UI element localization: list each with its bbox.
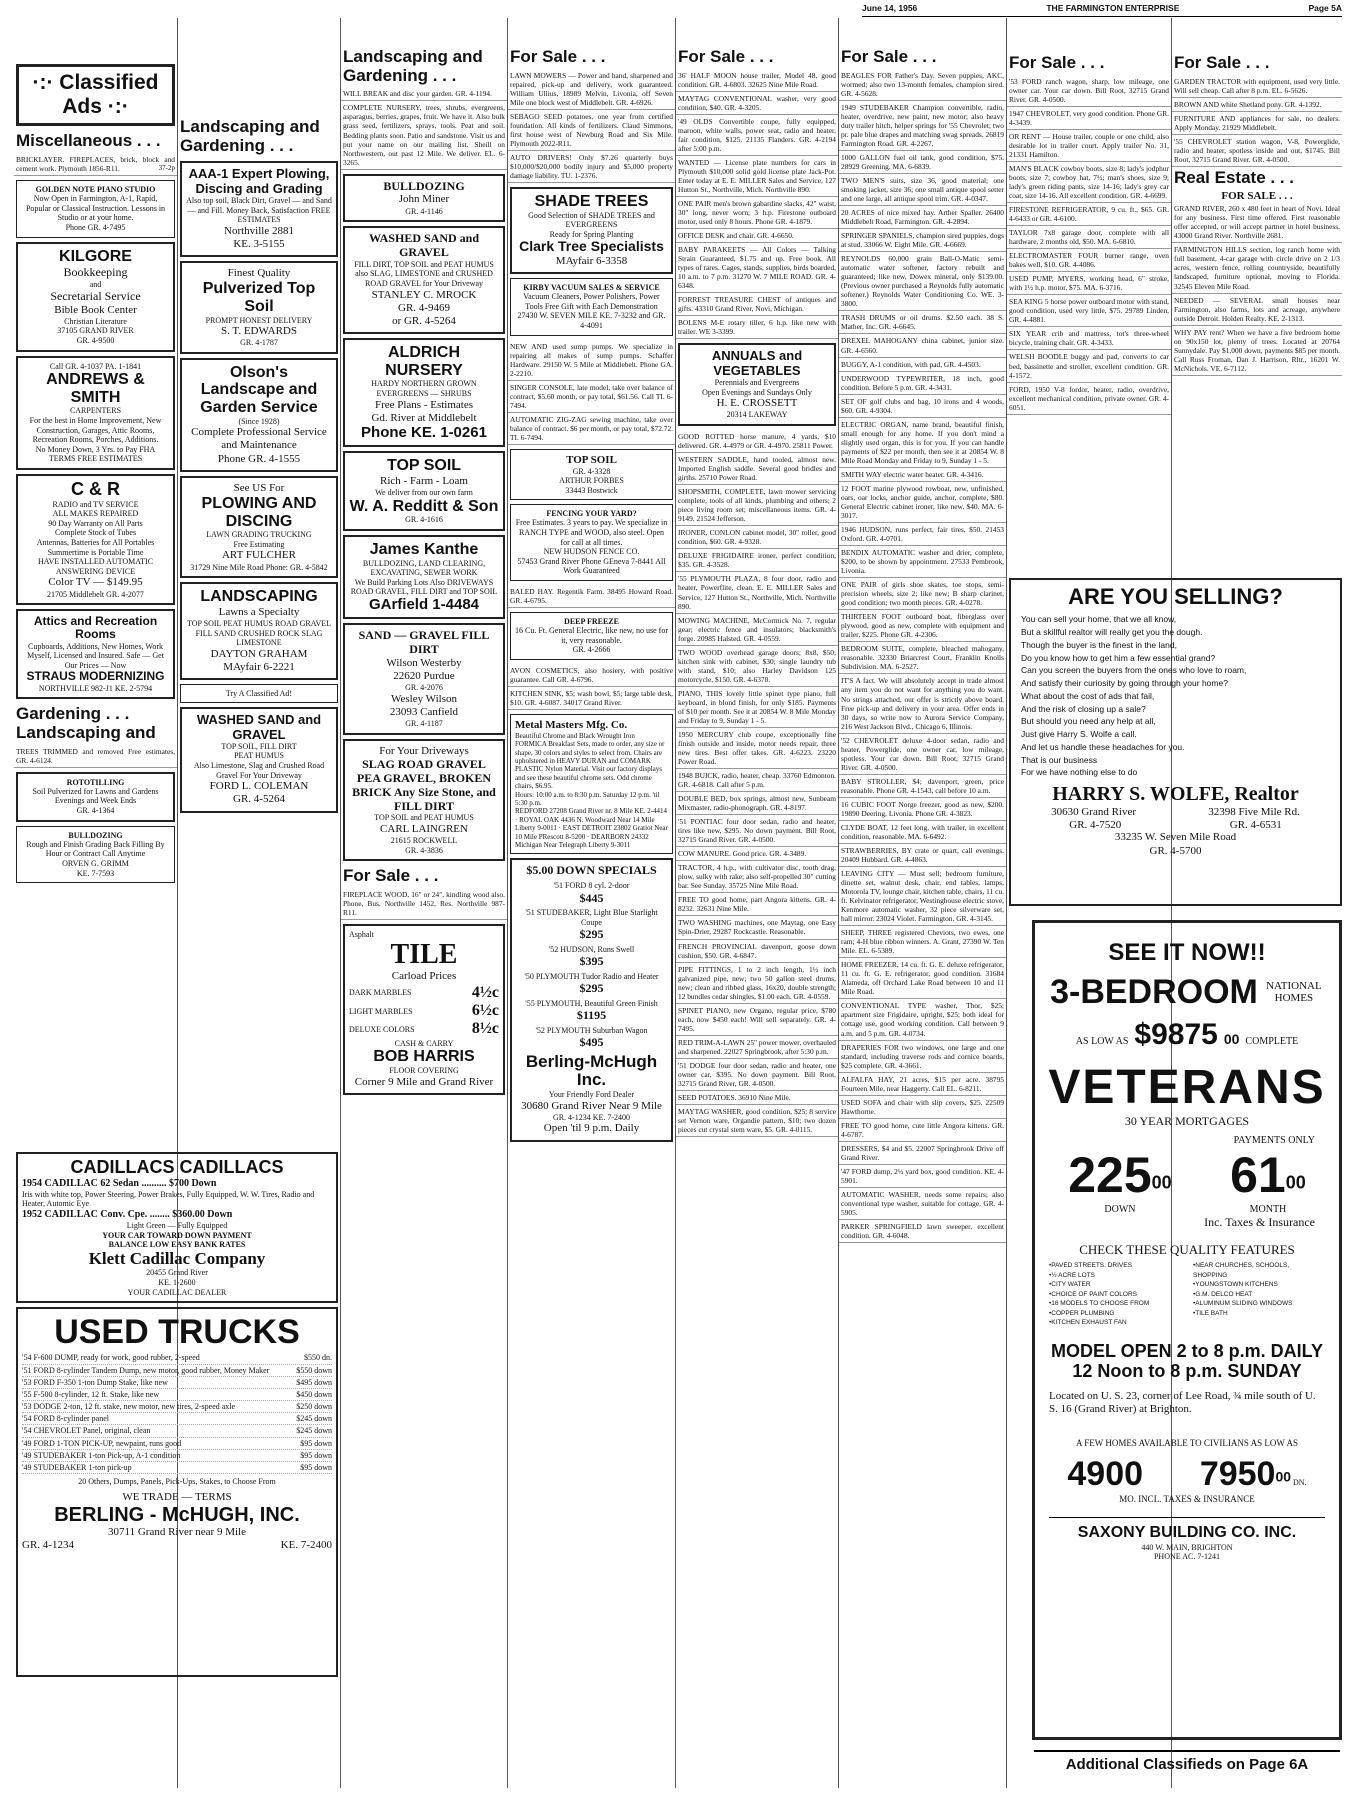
classified-ad: SHOPSMITH, COMPLETE, lawn mower servicing complete, tools of all kinds, plumbing and others; 2 piece living room set; miscellaneous items. GR. 4-9149. 21524 Jefferson. — [676, 485, 838, 526]
classified-ad: MAYTAG CONVENTIONAL washer, very good condition, $40. GR. 4-3205. — [676, 92, 838, 115]
classified-ad: GRAND RIVER, 260 x 480 feet in heart of Novi. Ideal for any business. First time offered. First reasonable offer accepted, or will accept partner in hotel business. 43000 Grand River. Northville 2681. — [1172, 202, 1342, 243]
ad-specials: $5.00 DOWN SPECIALS '51 FORD 8 cyl. 2-door $445 '51 STUDEBAKER, Light Blue Starlight Coupe $295 '52 HUDSON, Runs Swell $395 '50 PLYMOUTH Tudor Radio and Heater $295 '55 PLYMOUTH, Beautiful Green Finish $1195 '52 PLYMOUTH Suburban Wagon $495 Berling-McHugh Inc. Your Friendly Ford Dealer 30680 Grand River Near 9 Mile GR. 4-1234 KE. 7-2400 Open 'til 9 p.m. Daily — [510, 858, 673, 1141]
selling-line: But should you need any help at all, — [1021, 716, 1156, 727]
col3-forsale-heading: For Sale . . . — [343, 866, 439, 886]
truck-desc: '54 FORD 8-cylinder panel — [22, 1414, 109, 1424]
classified-ad: 36' HALF MOON house trailer, Model 48, good condition. GR. 4-6803. 32625 Nine Mile Road. — [676, 69, 838, 92]
classified-ad: THIRTEEN FOOT outboard boat, fiberglass over plywood, good as new, complete with equipment and trailer, $225. Phone GR. 4-2306. — [839, 610, 1006, 642]
special-price: $445 — [579, 890, 604, 905]
special-item — [516, 881, 667, 905]
ad-coleman-sand: WASHED SAND and GRAVEL TOP SOIL, FILL DIRT PEAT HUMUS Also Limestone, Slag and Crushed Road Gravel For Your Driveway FORD L. COLEMAN GR. 4-5264 — [180, 707, 338, 812]
classified-ad: COW MANURE. Good price. GR. 4-3489. — [676, 847, 838, 861]
selling-line: Though the buyer is the finest in the land, — [1021, 639, 1177, 650]
ad-olson-landscape: Olson's Landscape and Garden Service (Since 1928) Complete Professional Service and Maintenance Phone GR. 4-1555 — [180, 358, 338, 472]
ad-miner-bulldozing: BULLDOZING John Miner GR. 4-1146 — [343, 174, 505, 223]
ad-trees: TREES TRIMMED and removed Free estimates, GR. 4-6124. — [14, 745, 177, 768]
classified-ad: CONVENTIONAL TYPE washer, Thor, $25; apartment size Frigidaire, upright, $25; both ideal for cottage use, good working condition. Call between 9 a.m. and 5 p.m. GR. 4-0734. — [839, 999, 1006, 1040]
classified-ad: GARDEN TRACTOR with equipment, used very little. Will sell cheap. Call after 8 p.m. EL. 6-5626. — [1172, 75, 1342, 98]
ad-rototilling: ROTOTILLING Soil Pulverized for Lawns and Gardens Evenings and Week Ends GR. 4-1364 — [16, 772, 175, 822]
classified-ad: '49 OLDS Convertible coupe, fully equipped, maroon, white walls, power seat, radio and heater, fair condition, $125. 21135 Flanders. GR. 4-2194 after 5:00 p.m. — [676, 115, 838, 156]
ad-lawn-mowers: LAWN MOWERS — Power and hand, sharpened and repaired, pick-up and delivery, work guaranteed. William Ullius, 18989 Melvin, Livonia, off Seven Mile one block west of Middlebelt. GR. 4-6926. — [508, 69, 675, 110]
special-item — [516, 945, 667, 969]
ad-harry-wolfe: ARE YOU SELLING? You can sell your home, that we all know, But a skillful realtor will really get you the dough. Though the buyer is the finest in the land, Do you know how to get him a few essential grand? Can you screen the buyers from the ones who love to roam, And satisfy their curiosity by going through your home? What about the cost of ads that fail, And the risk of closing up a sale? But should you need any help at all, Just give Harry S. Wolfe a call. And let us handle these headaches for you. That is our business For we have nothing else to do HARRY S. WOLFE, Realtor 30630 Grand River 32398 Five Mile Rd. GR. 4-7520 GR. 4-6531 33235 W. Seven Mile Road GR. 4-5700 — [1009, 578, 1342, 906]
truck-desc: '49 FORD 1-TON PICK-UP, newpaint, runs good — [22, 1438, 182, 1448]
ad-zigzag: AUTOMATIC ZIG-ZAG sewing machine, take over balance of contract. $6 per month, or pay total, $72.72. TI. 6-7494. — [508, 413, 675, 445]
classified-ad: DREXEL MAHOGANY china cabinet, junior size. GR. 4-6560. — [839, 334, 1006, 357]
ad-kirby: KIRBY VACUUM SALES & SERVICE Vacuum Cleaners, Power Polishers, Power Tools Free Gift with Each Demonstration 27430 W. SEVEN MILE KE. 7-3232 and GR. 4-4091 — [510, 278, 673, 336]
feature-item: •ALUMINUM SLIDING WINDOWS — [1193, 1300, 1293, 1308]
selling-poem — [1015, 609, 1336, 783]
selling-line: That is our business — [1021, 754, 1098, 765]
classified-ad: NEEDED — SEVERAL small houses near Farmington, also farms, lots and acreage, anywhere outside Detroit. Holden Realty. KE. 2-1313. — [1172, 294, 1342, 326]
column-6 — [839, 16, 1006, 1788]
column-7 — [1007, 16, 1171, 576]
classified-ad: WANTED — License plate numbers for cars in Plymouth $10,000 solid gold license plate Jack-Pot. Enter today at E. E. MILLER Sales and Service, 127 Hutton St., Northville, Mich. Northville 890. — [676, 156, 838, 197]
special-item — [516, 972, 667, 996]
special-price: $395 — [579, 954, 604, 969]
classified-ad: MAN'S BLACK cowboy boots, size 8; lady's jodphur boots, size 7; cowboy hat, 7½; man's shoes, size 9; lady's green riding pants, size 14-16; lady's grey car coat, size 14-16. All excellent condition. GR. 4-6699. — [1007, 162, 1171, 203]
classified-ad: FREE TO good home, part Angora kittens. GR. 4-8232. 32631 Nine Mile. — [676, 893, 838, 916]
header-page: Page 5A — [1308, 3, 1342, 13]
selling-line: But a skillful realtor will really get you the dough. — [1021, 627, 1203, 638]
classified-ad: MAYTAG WASHER, good condition, $25; 8 service set Vernon ware, Organdie pattern, $10; two dozen pieces cut crystal stem ware, $5. GR. 4-0115. — [676, 1105, 838, 1137]
ad-c-and-r: C & R RADIO and TV SERVICE ALL MAKES REPAIRED 90 Day Warranty on All Parts Complete Stock of Tubes Antennas, Batteries for All Portables Summertime is Portable Time HAVE INSTALLED AUTOMATIC ANSWERING DEVICE Color TV — $149.95 21705 Middlebelt GR. 4-2077 — [16, 474, 175, 605]
special-item — [516, 999, 667, 1023]
classified-ad: BROWN AND white Shetland pony. GR. 4-1392. — [1172, 98, 1342, 112]
truck-price: $495 down — [296, 1377, 332, 1387]
ad-bob-harris-tile: Asphalt TILE Carload Prices DARK MARBLES 4½c LIGHT MARBLES 6½c DELUXE COLORS 8½c CASH & CARRY BOB HARRIS FLOOR COVERING Corner 9 Mile and Grand River — [343, 924, 505, 1095]
truck-price: $550 down — [296, 1365, 332, 1375]
ad-firewood: FIREPLACE WOOD, 16" or 24", kindling wood also. Phone, Bus. Northville 1452, Res. Northville 987-R11. — [341, 888, 507, 920]
feature-item — [1193, 1319, 1325, 1326]
ad-forbes-topsoil: TOP SOIL GR. 4-3328 ARTHUR FORBES 33443 Bostwick — [510, 449, 673, 500]
selling-line: What about the cost of ads that fail, — [1021, 690, 1155, 701]
ad-fulcher-plowing: See US For PLOWING AND DISCING LAWN GRADING TRUCKING Free Estimating ART FULCHER 31729 Nine Mile Road Phone: GR. 4-5842 — [180, 476, 338, 578]
truck-price: $95 down — [300, 1450, 332, 1460]
truck-price: $95 down — [300, 1463, 332, 1473]
classified-ad: SPINET PIANO, new Organo, regular price, $780 each, now $450 each! Will sell separately. GR. 4-7495. — [676, 1004, 838, 1036]
classified-ad: '55 PLYMOUTH PLAZA, 8 four door, radio and heater, Powerflite, clean. E. E. MILLER Sales and Service, 127 Hutton St., Northville, Mich. Northville 890. — [676, 572, 838, 613]
selling-line: Can you screen the buyers from the ones who love to roam, — [1021, 665, 1247, 676]
selling-line: Do you know how to get him a few essential grand? — [1021, 652, 1216, 663]
cadillac-trucks-block — [14, 1148, 340, 1788]
special-desc: '50 PLYMOUTH Tudor Radio and Heater — [524, 971, 659, 981]
ad-singer: SINGER CONSOLE, late model, take over balance of contract, $5.60 month, or pay total, $61.56. Call TI. 6-7494. — [508, 381, 675, 413]
classified-ad: PARKER SPRINGFIELD lawn sweeper, excellent condition. GR. 4-6048. — [839, 1220, 1006, 1243]
ad-redditt-topsoil: TOP SOIL Rich - Farm - Loam We deliver from our own farm W. A. Redditt & Son GR. 4-1616 — [343, 451, 505, 531]
classified-ad: FIRESTONE REFRIGERATOR, 9 cu. ft., $65. GR. 4-6433 or GR. 4-6100. — [1007, 203, 1171, 226]
classified-ad: SEED POTATOES. 36910 Nine Mile. — [676, 1091, 838, 1105]
col8-heading: For Sale . . . — [1174, 53, 1270, 72]
truck-item — [22, 1377, 332, 1389]
column-5 — [676, 16, 838, 1788]
classified-ad: ALFALFA HAY, 21 acres, $15 per acre. 38795 Fourteen Mile, near Haggerty. Call EL. 6-8211. — [839, 1073, 1006, 1096]
truck-price: $95 down — [300, 1438, 332, 1448]
classified-ad: 1000 GALLON fuel oil tank, good condition, $75. 28929 Greening. MA. 6-6839. — [839, 151, 1006, 174]
feature-list — [1039, 1258, 1335, 1330]
ad-sump-pumps: NEW AND used sump pumps. We specialize in repairing all makes of sump pumps. Schaffer Hardware. 29150 W. 5 Mile at Middlebelt. Phone GA. 2-2210. — [508, 340, 675, 381]
ad-shade-trees: SHADE TREES Good Selection of SHADE TREES and EVERGREENS Ready for Spring Planting Clark Tree Specialists MAyfair 6-3358 — [510, 187, 673, 274]
special-desc: '52 PLYMOUTH Suburban Wagon — [535, 1025, 648, 1035]
truck-item — [22, 1438, 332, 1450]
feature-item: •TILE BATH — [1193, 1309, 1228, 1317]
classified-ad: HOME FREEZER, 14 cu. ft. G. E. deluxe refrigerator, 11 cu. ft. G. E. refrigerator, good condition. 31684 Alameda, off Orchard Lake Road between 10 and 11 Mile Road. — [839, 958, 1006, 999]
selling-line: And let us handle these headaches for you. — [1021, 741, 1185, 752]
classified-ad: SEA KING 5 horse power outboard motor with stand, good condition, used very little, $75. 29789 Linden, GR. 4-4881. — [1007, 295, 1171, 327]
classified-ad: REYNOLDS 60,000 grain Ball-O-Matic semi-automatic water softener, factory rebuilt and guaranteed; like new, Dowex mineral, only $139.00. (Previous owner purchased a Reynolds fully automatic softener.) Reynolds Water Conditioning Co. WE. 3-3800. — [839, 252, 1006, 311]
column-4 — [508, 16, 675, 1788]
classified-ad: DRESSERS, $4 and $5. 22007 Springbrook Drive off Grand River. — [839, 1142, 1006, 1165]
column-3 — [341, 16, 507, 1788]
classified-ad: DOUBLE BED, box springs, almost new, Sunbeam Mixmaster, radio-phonograph. GR. 4-8197. — [676, 792, 838, 815]
col8-ad-list — [1172, 75, 1342, 167]
landscaping-heading: Landscaping and Gardening . . . — [180, 117, 320, 155]
truck-price: $245 down — [296, 1426, 332, 1436]
classified-ad: WESTERN SADDLE, hand tooled, almost new. Imported English saddle. Several good bridles and girths. 25710 Power Road. — [676, 453, 838, 485]
feature-item: •CITY WATER — [1049, 1281, 1091, 1289]
ad-deep-freeze: DEEP FREEZE 16 Cu. Ft. General Electric, like new, no use for it, very reasonable. GR. 4-2666 — [510, 612, 673, 660]
classified-ad: ELECTROMASTER FOUR burner range, oven bakes well, $10. GR. 4-4086. — [1007, 249, 1171, 272]
header-paper: THE FARMINGTON ENTERPRISE — [1046, 3, 1180, 13]
ad-crossett: ANNUALS and VEGETABLES Perennials and Evergreens Open Evenings and Sundays Only H. E. CROSSETT 20314 LAKEWAY — [678, 343, 836, 426]
ad-edwards-topsoil: Finest Quality Pulverized Top Soil PROMPT HONEST DELIVERY S. T. EDWARDS GR. 4-1787 — [180, 261, 338, 354]
classified-ad: 12 FOOT marine plywood rowboat, new, unfinished, oars, oar locks, anchor guide, anchor, complete, $80. General Electric cabinet ironer, like new, $40. MA. 6-3017. — [839, 482, 1006, 523]
truck-desc: '55 F-500 8-cylinder, 12 ft. Stake, like new — [22, 1389, 160, 1399]
ad-grimm-bulldozing: BULLDOZING Rough and Finish Grading Back Filling By Hour or Contract Call Anytime ORVEN G. GRIMM KE. 7-7593 — [16, 826, 175, 884]
special-price: $1195 — [576, 1008, 607, 1023]
ad-westerby: SAND — GRAVEL FILL DIRT Wilson Westerby 22620 Purdue GR. 4-2076 Wesley Wilson 23093 Canfield GR. 4-1187 — [343, 623, 505, 735]
special-price: $295 — [579, 927, 604, 942]
truck-price: $250 down — [296, 1402, 332, 1412]
truck-desc: '49 STUDEBAKER 1-ton Pick-up, A-1 condition — [22, 1450, 181, 1460]
truck-price: $550 dn. — [304, 1353, 332, 1363]
classified-ad: WHY PAY rent? When we have a five bedroom home on 90x150 lot, plenty of trees. Located at 20764 Sunnydale. Pay $1,000 down, payments $85 per month. Call Russ Froman, Dan J. Harrison, Rltr., 16201 W. McNichols. VE. 6-7112. — [1172, 326, 1342, 376]
classified-ad: 1950 MERCURY club coupe, exceptionally fine finish outside and inside, motor needs repair, three new tires. Best offer takes. GR. 4-6223. 23220 Power Road. — [676, 728, 838, 769]
real-estate-list — [1172, 202, 1342, 376]
truck-price: $245 down — [296, 1414, 332, 1424]
col6-ad-list — [839, 69, 1006, 1243]
ad-kitchen-sink: KITCHEN SINK, $5; wash bowl, $5; large table desk, $10. GR. 4-6087. 34017 Grand River. — [508, 687, 675, 710]
col4-heading: For Sale . . . — [510, 47, 606, 66]
ad-fence: FENCING YOUR YARD? Free Estimates. 3 years to pay. We specialize in RANCH TYPE and WOOD, also steel. Open for call at all times. NEW HUDSON FENCE CO. 57453 Grand River Phone GEneva 7-8441 All Work Guaranteed — [510, 504, 673, 581]
classified-ad: 1947 CHEVROLET, very good condition. Phone GR. 4-3439. — [1007, 107, 1171, 130]
classified-ad: '47 FORD dump, 2½ yard box, good condition. KE. 4-5901. — [839, 1165, 1006, 1188]
classified-ad: SIX YEAR crib and mattress, tot's three-wheel bicycle, training chair. GR. 4-3433. — [1007, 327, 1171, 350]
classified-ad: BENDIX AUTOMATIC washer and drier, complete, $200, to be shown by appointment. 27533 Pembrook, Livonia. — [839, 546, 1006, 578]
classified-ad: ONE PAIR of girls shoe skates, toe stops, semi-precision wheels, size 2; like new; B sharp clarinet, good condition; two month pieces. GR. 4-0278. — [839, 578, 1006, 610]
selling-line: Just give Harry S. Wolfe a call. — [1021, 729, 1137, 740]
classified-ad: '52 CHEVROLET deluxe 4-door sedan, radio and heater, Powerglide, one owner car, low mileage, spotless. Your car down. Bill Root, 32715 Grand River. GR. 4-0500. — [839, 734, 1006, 775]
special-item — [516, 1026, 667, 1050]
column-2 — [178, 16, 340, 1146]
special-desc: '55 PLYMOUTH, Beautiful Green Finish — [525, 998, 658, 1008]
feature-item: •CHOICE OF PAINT COLORS — [1049, 1290, 1137, 1298]
feature-item: •16 MODELS TO CHOOSE FROM — [1049, 1300, 1150, 1308]
ad-try-classified: Try A Classified Ad! — [180, 684, 338, 703]
feature-item: •PAVED STREETS, DRIVES — [1049, 1262, 1132, 1270]
page-header — [862, 4, 1342, 17]
feature-item: •G.M. DELCO HEAT — [1193, 1290, 1253, 1298]
feature-item: •NEAR CHURCHES, SCHOOLS, — [1193, 1262, 1290, 1270]
real-estate-sub: FOR SALE . . . — [1221, 189, 1293, 202]
ad-used-trucks: USED TRUCKS '54 F-600 DUMP, ready for work, good rubber, 2-speed $550 dn. '51 FORD 8-cylinder Tandem Dump, new motor, good rubber, Money Maker $550 down '53 FORD F-350 1-ton Dump Stake, like new $495 down '55 F-500 8-cylinder, 12 ft. Stake, like new $450 down '53 DODGE 2-ton, 12 ft. stake, new motor, new tires, 2-speed axle $250 down '54 FORD 8-cylinder panel $245 down '54 CHEVROLET Panel, original, clean $245 down '49 FORD 1-TON PICK-UP, newpaint, runs good $95 down '49 STUDEBAKER 1-ton Pick-up, A-1 condition $95 down '49 STUDEBAKER 1-ton pick-up $95 down 20 Others, Dumps, Panels, Pick-Ups, Stakes, to Choose From WE TRADE — TERMS BERLING - McHUGH, INC. 30711 Grand River near 9 Mile GR. 4-1234 KE. 7-2400 — [16, 1307, 338, 1677]
classified-ad: SMITH WAY electric water heater. GR. 4-3416. — [839, 468, 1006, 482]
classified-ad: '53 FORD ranch wagon, sharp, low mileage, one owner car. Your car down. Bill Root, 32715 Grand River. GR. 4-0500. — [1007, 75, 1171, 107]
classified-ad: 1948 BUICK, radio, heater, cheap. 33760 Edmonton. GR. 4-6818. Call after 5 p.m. — [676, 769, 838, 792]
truck-item — [22, 1462, 332, 1474]
classified-ad: BABY PARAKEETS — All Colors — Talking Strain Guaranteed, $1.75 and up. Free book. All types of rares. Cages, stands, supplies, birds boarded, 10 a.m. to 7 p.m. 31270 W. 7 MILE ROAD. GR. 4-6348. — [676, 243, 838, 293]
truck-desc: '54 CHEVROLET Panel, original, clean — [22, 1426, 151, 1436]
col5-ad-list-2 — [676, 430, 838, 1137]
classified-ad: BABY STROLLER, $4; davenport, green, price reasonable. Phone GR. 4-1543, call before 10 a.m. — [839, 775, 1006, 798]
column-8 — [1172, 16, 1342, 576]
classified-ad: OFFICE DESK and chair. GR. 4-6650. — [676, 229, 838, 243]
classified-ad: BEDROOM SUITE, complete, bleached mahogany, reasonable. 32330 Briarcrest Court, Franklin Knolls Subdivision. MA. 6-2527. — [839, 642, 1006, 674]
classified-ad: SET OF golf clubs and bag, 10 irons and 4 woods, $60. GR. 4-9304. — [839, 395, 1006, 418]
truck-desc: '49 STUDEBAKER 1-ton pick-up — [22, 1463, 132, 1473]
classified-ad: FURNITURE AND appliances for sale, no dealers. Apply Monday. 21929 Middlebelt. — [1172, 112, 1342, 135]
classified-ad: DRAPERIES FOR two windows, one large and one standard, including traverse rods and cornice boards, $25 complete. GR. 4-3661. — [839, 1041, 1006, 1073]
classified-ad: WELSH BOODLE buggy and pad, converts to car bed, bassinette and stroller, excellent condition. GR. 4-1572. — [1007, 350, 1171, 382]
truck-list — [22, 1352, 332, 1474]
col5-ad-list — [676, 69, 838, 340]
ad-complete-nursery: COMPLETE NURSERY, trees, shrubs, evergreens, asparagus, berries, grapes, fruit. We have it. Also bulk grass seed, fertilizers, sprays, tools. Peat and soil. Bedding plants soon. Patio and sandstone. Visit us and put your name on our mailing list. Sheill on Northwestern, out past 12 Mile. We deliver. EL. 6-3265. — [341, 101, 507, 169]
ad-avon: AVON COSMETICS, also hosiery, with positive guarantee. Call GR. 4-6796. — [508, 664, 675, 687]
selling-line: And satisfy their curiosity by going through your home? — [1021, 678, 1228, 689]
truck-desc: '54 F-600 DUMP, ready for work, good rubber, 2-speed — [22, 1353, 200, 1363]
selling-line: You can sell your home, that we all know, — [1021, 614, 1177, 625]
classified-ad: BEAGLES FOR Father's Day. Seven puppies, AKC, wormed; also two 13-month females, champion sired. GR. 4-5628. — [839, 69, 1006, 101]
classified-ad: BOLENS M-E rotary tiller, 6 h.p. like new with trailer. WE 3-3399. — [676, 316, 838, 339]
classified-ad: PIPE FITTINGS, 1 to 2 inch length, 1½ inch galvanized pipe, new; two 50 gallon steel drums, new; clean and ribbed glass, 16x20, double strength; 12 bundles cedar shingles, $1.00 each. GR. 4-0559. — [676, 963, 838, 1004]
classified-ad: 1946 HUDSON, runs perfect, fair tires, $50. 21453 Oxford. GR. 4-0701. — [839, 523, 1006, 546]
header-date: June 14, 1956 — [862, 3, 918, 13]
classified-ad: LEAVING CITY — Must sell; bedroom furniture, dinette set, walnut desk, chair, end tables, lamps, Motorola TV, lounge chair, kitchen table, chairs, 11 cu. ft. Kelvinator refrigerator, Westinghouse electric stove, Kenmore automatic washer, 32 piece silverware set, hall mirror. 23024 Violet. Farmington. GR. 4-3145. — [839, 867, 1006, 926]
ad-laingren: For Your Driveways SLAG ROAD GRAVEL PEA GRAVEL, BROKEN BRICK Any Size Stone, and FILL DIRT TOP SOIL and PEAT HUMUS CARL LAINGREN 21615 ROCKWELL GR. 4-3836 — [343, 739, 505, 861]
selling-line: For we have nothing else to do — [1021, 767, 1138, 778]
classified-ad: STRAWBERRIES, BY crate or quart, call evenings. 20409 Hubbard. GR. 4-4863. — [839, 844, 1006, 867]
classified-ad: FRENCH PROVINCIAL davenport, goose down cushion, $50. GR. 4-6847. — [676, 940, 838, 963]
ad-aaa-plowing: AAA-1 Expert Plowing, Discing and Grading Also top soil, Black Dirt, Gravel — and Sand — and Fill. Money Back, Satisfaction FREE ESTIMATES Northville 2881 KE. 3-5155 — [180, 161, 338, 257]
feature-item: •COPPER PLUMBING — [1049, 1309, 1115, 1317]
feature-item: •KITCHEN EXHAUST FAN — [1049, 1319, 1127, 1327]
col5-heading: For Sale . . . — [678, 47, 774, 66]
ad-andrews-smith: Call GR. 4-1037 PA. 1-1841 ANDREWS & SMITH CARPENTERS For the best in Home Improvement, New Construction, Garages, Attic Rooms, Recreation Rooms, Porches, Additions. No Money Down, 3 Yrs. to Pay FHA TERMS FREE ESTIMATES — [16, 356, 175, 470]
ad-metal-masters: Metal Masters Mfg. Co. Beautiful Chrome and Black Wrought Iron FORMICA Breakfast Sets, made to order, any size or shape, 30 colors and styles to select from. Chairs are upholstered in HEAVY DURAN and COMARK PLASTIC Nylon Material. Visit our factory displays and see these beautiful chrome sets. Odd chrome chairs, $6.95. Hours: 10:00 a.m. to 8:30 p.m. Saturday 12 p.m. 'til 5:30 p.m. REDFORD 27208 Grand River nr. 8 Mile KE. 2-4414 · ROYAL OAK 4436 N. Woodward Near 14 Mile Liberty 9-0011 · EAST DETROIT 23802 Gratiot Near 10 Mile PRescott 8-5200 · DEARBORN 24332 Michigan Near Telegraph Liberty 9-3011 — [510, 714, 673, 854]
truck-item — [22, 1401, 332, 1413]
truck-item — [22, 1389, 332, 1401]
classified-ad: TAYLOR 7x8 garage door, complete with all hardware, 2 months old, $50. MA. 6-6810. — [1007, 226, 1171, 249]
truck-desc: '53 FORD F-350 1-ton Dump Stake, like new — [22, 1377, 168, 1387]
classified-ad: 16 CUBIC FOOT Norge freezer, good as new, $200. 19890 Deering, Livonia. Phone GR. 4-3823. — [839, 798, 1006, 821]
classified-ad: TRASH DRUMS or oil drums. $2.50 each. 38 S. Mather, Inc. GR. 4-6645. — [839, 311, 1006, 334]
truck-item — [22, 1425, 332, 1437]
ad-bricklayer: BRICKLAYER. FIREPLACES, brick, block and cement work. Plymouth 1856-R11. 37-2p — [14, 153, 177, 176]
classified-ad: CLYDE BOAT, 12 feet long, with trailer, in excellent condition, reasonable. MA. 6-6492. — [839, 821, 1006, 844]
classified-ad: '55 CHEVROLET station wagon, V-8, Powerglide, radio and heater, spotless inside and out, $1745. Bill Root, 32715 Grand River. GR. 4-0500. — [1172, 135, 1342, 167]
truck-desc: '51 FORD 8-cylinder Tandem Dump, new motor, good rubber, Money Maker — [22, 1365, 270, 1375]
classified-ad: IRONER, CONLON cabinet model, 30" roller, good condition, $60. GR. 4-9328. — [676, 526, 838, 549]
classified-ad: ONE PAIR men's brown gabardine slacks, 42" waist, 30" long, never worn; 3 h.p. Firestone outboard motor, used only 8 hours. Phone GR. 4-1879. — [676, 197, 838, 229]
col7-heading: For Sale . . . — [1009, 53, 1105, 72]
truck-item — [22, 1365, 332, 1377]
ad-kanthe: James Kanthe BULLDOZING, LAND CLEARING, EXCAVATING, SEWER WORK We Build Parking Lots Also DRIVEWAYS ROAD GRAVEL, FILL DIRT and TOP SOIL GArfield 1-4484 — [343, 535, 505, 619]
ad-aldrich-nursery: ALDRICH NURSERY HARDY NORTHERN GROWN EVERGREENS — SHRUBS Free Plans - Estimates Gd. River at Middlebelt Phone KE. 1-0261 — [343, 338, 505, 447]
classified-ad: TRACTOR, 4 h.p., with cultivator disc, tooth drag, plow, sulky with rake; also self-propelled 30" cutting bar. See Sunday. 35725 Nine Mile Road. — [676, 861, 838, 893]
classified-ad: IT'S A fact. We will absolutely accept in trade almost any item you do not want for anything you do want. No strings attached, our offer is strictly above board. Free pick-up and delivery in your area. Offer ends in 30 days, so write now to Aurora Service Company, 216 West Jackson Blvd., Chicago 6, Illinois. — [839, 674, 1006, 733]
footer-additional: Additional Classifieds on Page 6A — [1034, 1750, 1340, 1773]
classified-ad: FARMINGTON HILLS section, log ranch home with full basement, 4-car garage with circle drive on 2 1/3 acres, western fence, rolling countryside, beautifully landscaped, furniture optional, moving to Florida. 32545 Eleven Mile Road. — [1172, 243, 1342, 293]
classified-ad: OR RENT — House trailer, couple or one child, also desirable lot in trailer court. Apply trailer No. 31, 21331 Hamilton. — [1007, 130, 1171, 162]
real-estate-heading: Real Estate . . . — [1174, 167, 1294, 187]
selling-line: And the risk of closing up a sale? — [1021, 703, 1146, 714]
classified-ad: SHEEP, THREE registered Cheviots, two ewes, one ram; 4-H blue ribbon winners. A. Grant, 27390 W. Ten Mile. EL. 6-5389. — [839, 926, 1006, 958]
specials-list — [516, 881, 667, 1050]
truck-desc: '53 DODGE 2-ton, 12 ft. stake, new motor, new tires, 2-speed axle — [22, 1402, 236, 1412]
special-desc: '51 STUDEBAKER, Light Blue Starlight Coupe — [525, 908, 658, 927]
ad-sebago: SEBAGO SEED potatoes, one year from certified foundation. All kinds of fertilizers. Claud Simmons, first house west of Newburg Road and Six Mile. Plymouth 2022-R11. — [508, 110, 675, 151]
truck-item — [22, 1352, 332, 1364]
classified-ad: FREE TO good home, cute little Angora kittens. GR. 4-6787. — [839, 1119, 1006, 1142]
classified-ad: SPRINGER SPANIELS, champion sired puppies, dogs at stud. 33066 W. Eight Mile. GR. 4-6669. — [839, 229, 1006, 252]
classified-ad: USED SOFA and chair with slip covers, $25. 22509 Hawthorne. — [839, 1096, 1006, 1119]
ad-baled-hay: BALED HAY. Regentik Farm. 38495 Howard Road. GR. 4-6795. — [508, 585, 675, 608]
classified-ad: '51 PONTIAC four door sedan, radio and heater, tires like new, $295. No down payment. Bill Root, 32715 Grand River. GR. 4-0500. — [676, 815, 838, 847]
col6-heading: For Sale . . . — [841, 47, 937, 66]
truck-item — [22, 1450, 332, 1462]
misc-heading: Miscellaneous . . . — [16, 131, 161, 151]
gardening-heading: Gardening . . . Landscaping and — [16, 704, 156, 742]
ad-attics: Attics and Recreation Rooms Cupboards, Additions, New Homes, Work Myself, Licensed and Insured. Safe — Get Our Prices — Now STRAUS MODERNIZING NORTHVILLE 982-J1 KE. 2-5794 — [16, 609, 175, 699]
classified-ad: MOWING MACHINE, McCormick No. 7, regular gear; electric fence and insulators; blacksmith's forge. 20985 Halsted. GR. 4-0559. — [676, 614, 838, 646]
classified-ad: TWO MEN'S suits, size 36, good material; one smoking jacket, size 36; one small antique spool setter and one large, all antique spool trim. GR. 4-0347. — [839, 174, 1006, 206]
classified-ad: TWO WOOD overhead garage doors; 8x8, $50; kitchen sink with cabinet, $30; single laundry tub with stand, $10; also Harley Davidson 125 motorcycle, $150. GR. 4-6378. — [676, 646, 838, 687]
classified-ad: '51 DODGE four door sedan, radio and heater, one owner car, $395. No down payment. Bill Root, 32715 Grand River, GR. 4-0500. — [676, 1059, 838, 1091]
classified-ad: TWO WASHING machines, one Maytag, one Easy Spin-Drier, 29287 Rockcastle. Reasonable. — [676, 916, 838, 939]
classified-ad: USED PUMP, MYERS, working head, 6" stroke, with 1½ h.p. motor, $75. MA. 6-3716. — [1007, 272, 1171, 295]
col3-heading: Landscaping and Gardening . . . — [343, 47, 483, 85]
ad-see-it-now: SEE IT NOW!! 3-BEDROOM NATIONAL HOMES AS LOW AS $9875 00 COMPLETE VETERANS 30 YEAR MORTGAGES PAYMENTS ONLY $225^{00}$ DOWN $61^{00}$ MONTH Inc. Taxes & Insurance CHECK THESE QUALITY FEATURES •PAVED STREETS, DRIVES •NEAR CHURCHES, SCHOOLS, •½ ACRE LOTS SHOPPING •CITY WATER •YOUNGSTOWN KITCHENS •CHOICE OF PAINT COLORS •G.M. DELCO HEAT •16 MODELS TO CHOOSE FROM •ALUMINUM SLIDING WINDOWS •COPPER PLUMBING •TILE BATH •KITCHEN EXHAUST FAN MODEL OPEN 2 to 8 p.m. DAILY 12 Noon to 8 p.m. SUNDAY Located on U. S. 23, corner of Lee Road, ¾ mile south of U. S. 16 (Grand River) at Brighton. A FEW HOMES AVAILABLE TO CIVILIANS AS LOW AS 4900 7950$^{00}$ DN. MO. INCL. TAXES & INSURANCE SAXONY BUILDING CO. INC. 440 W. MAIN, BRIGHTON PHONE AC. 7-1241 — [1032, 920, 1342, 1740]
classified-ad: 1949 STUDEBAKER Champion convertible, radio, heater, overdrive, new paint, new motor; also heavy duty trailer hitch, helper springs for '55 Chevrolet; two pr. pale blue drapes and matching swag spreads. 26819 Farmington Road. GR. 4-2267. — [839, 101, 1006, 151]
classified-banner: ·:· Classified Ads ·:· — [16, 64, 175, 126]
classified-ad: RED TRIM-A-LAWN 25" power mower, overhauled and sharpened. 22027 Springbrook, after 5:30 p.m. — [676, 1036, 838, 1059]
ad-dayton-landscaping: LANDSCAPING Lawns a Specialty TOP SOIL PEAT HUMUS ROAD GRAVEL FILL SAND CRUSHED ROCK SLAG LIMESTONE DAYTON GRAHAM MAyfair 6-2221 — [180, 582, 338, 680]
special-price: $495 — [579, 1035, 604, 1050]
feature-item: •YOUNGSTOWN KITCHENS — [1193, 1281, 1278, 1289]
ad-cadillac: CADILLACS CADILLACS 1954 CADILLAC 62 Sedan .......... $700 Down Iris with white top, Power Steering, Power Brakes, Fully Equipped, W. W. Tires, Radio and Heater, Automic Eye 1952 CADILLAC Conv. Cpe. ........ $360.00 Down Light Green — Fully Equipped YOUR CAR TOWARD DOWN PAYMENT BALANCE LOW EASY BANK RATES Klett Cadillac Company 20455 Grand River KE. 1-2600 YOUR CADILLAC DEALER — [16, 1152, 338, 1303]
ad-kilgore: KILGORE Bookkeeping and Secretarial Service Bible Book Center Christian Literature 37105 GRAND RIVER GR. 4-9500 — [16, 242, 175, 352]
truck-item — [22, 1413, 332, 1425]
classified-ad: FORD, 1950 V-8 fordor, heater, radio, overdrive, excellent mechanical condition, private owner. GR. 4-6051. — [1007, 383, 1171, 415]
classified-ad: ELECTRIC ORGAN, name brand, beautiful finish, small enough for any home. If you don't mind a slightly used organ, this is for you. If you can handle payments of $22 per month, then see it at 20854 W. 8 Mile Road Monday and Friday to 9, Sunday 1 - 5. — [839, 418, 1006, 468]
truck-price: $450 down — [296, 1389, 332, 1399]
classified-ad: DELUXE FRIGIDAIRE ironer, perfect condition, $35. GR. 4-3528. — [676, 549, 838, 572]
ad-will-break: WILL BREAK and disc your garden. GR. 4-1194. — [341, 87, 507, 101]
classified-ad: PIANO, THIS lovely little spinet type piano, full keyboard, in blond finish, for only $185. Payments of $10 per month. See it at 20854 W. 8 Mile Monday and Friday to 9, Sunday 1 - 5. — [676, 687, 838, 728]
special-item — [516, 908, 667, 942]
feature-item: SHOPPING — [1193, 1271, 1228, 1279]
feature-item: •½ ACRE LOTS — [1049, 1271, 1095, 1279]
ad-auto-drivers: AUTO DRIVERS! Only $7.26 quarterly buys $10,000/$20,000 bodily injury and $5,000 property damage liability. TU. 1-2376. — [508, 151, 675, 183]
classified-ad: BUGGY, A-1 condition, with pad, GR. 4-4503. — [839, 358, 1006, 372]
classified-ad: FORREST TREASURE CHEST of antiques and gifts. 43310 Grand River, Novi, Michigan. — [676, 293, 838, 316]
classified-ad: GOOD ROTTED horse manure, 4 yards, $10 delivered. GR. 4-4979 or GR. 4-4970. 25811 Power. — [676, 430, 838, 453]
special-desc: '52 HUDSON, Runs Swell — [548, 944, 635, 954]
classified-ad: 20 ACRES of nice mixed hay. Arther Spaller. 26400 Middlebelt Road, Farmington. GR. 4-2894. — [839, 206, 1006, 229]
classified-ad: AUTOMATIC WASHER, needs some repairs; also conventional type washer, suitable for cottage. GR. 4-5905. — [839, 1188, 1006, 1220]
ad-mrock-sand: WASHED SAND and GRAVEL FILL DIRT, TOP SOIL and PEAT HUMUS also SLAG, LIMESTONE and CRUSHED ROAD GRAVEL for Your Driveway STANLEY C. MROCK GR. 4-9469 or GR. 4-5264 — [343, 226, 505, 334]
classified-ad: UNDERWOOD TYPEWRITER, 18 inch, good condition. Before 5 p.m. GR. 4-3431. — [839, 372, 1006, 395]
ad-piano-studio: GOLDEN NOTE PIANO STUDIO Now Open in Farmington, A-1, Rapid, Popular or Classical Instruction. Lessons in Studio or at your home. Phone GR. 4-7495 — [16, 180, 175, 238]
col7-ad-list — [1007, 75, 1171, 415]
special-desc: '51 FORD 8 cyl. 2-door — [553, 881, 630, 891]
special-price: $295 — [579, 981, 604, 996]
